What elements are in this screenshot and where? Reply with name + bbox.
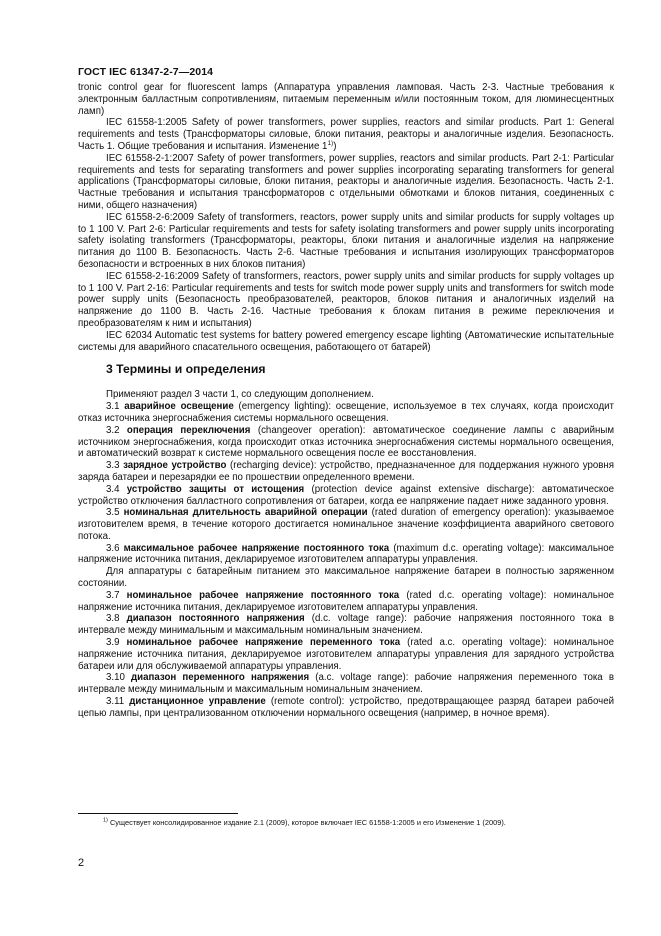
term-number: 3.3 — [106, 460, 124, 472]
term-definition — [78, 637, 614, 672]
term-number: 3.10 — [106, 672, 132, 684]
terms-list — [78, 401, 614, 720]
term-definition — [78, 484, 614, 508]
term-name: номинальное рабочее напряжение постоянного тока — [126, 589, 400, 601]
term-name: максимальное рабочее напряжение постоянного тока — [123, 542, 390, 554]
term-definition — [78, 401, 614, 425]
section-intro: Применяют раздел 3 части 1, со следующим дополнением. — [106, 389, 374, 401]
term-text: (d.c. voltage range): рабочие напряжения постоянного тока в интервале между минимальным и максимальным номинальным значением. — [78, 613, 614, 637]
term-number: 3.7 — [106, 589, 127, 601]
term-number: 3.11 — [106, 696, 130, 708]
term-definition — [78, 425, 614, 460]
term-name: аварийное освещение — [124, 401, 234, 413]
term-name: дистанционное управление — [129, 696, 266, 708]
term-text: Для аппаратуры с батарейным питанием это максимальное напряжение батареи в полностью заряженном состоянии. — [78, 566, 614, 590]
term-definition — [78, 507, 614, 542]
term-number: 3.6 — [106, 542, 124, 554]
term-definition — [78, 613, 614, 637]
term-text: (rated d.c. operating voltage): номинальное напряжение источника питания, декларируемое изготовителем аппаратуры управления. — [78, 589, 614, 613]
reference-continuation: tronic control gear for fluorescent lamps (Аппаратура управления ламповая. Часть 2-3. Частные требования к электронным балластным сопротивлениям, питаемым переменным и/или постоянным током, для люминесцентных ламп) — [78, 82, 614, 117]
footnote-text: Существует консолидированное издание 2.1 (2009), которое включает IEC 61558-1:2005 и его Изменение 1 (2009). — [107, 818, 506, 827]
term-number: 3.9 — [106, 637, 127, 649]
term-text: (maximum d.c. operating voltage): максимальное напряжение источника питания, декларируемое изготовителем аппаратуры управления. — [78, 542, 614, 566]
footnote-mark: 1) — [103, 817, 108, 824]
term-definition — [78, 672, 614, 696]
term-text: (rated duration of emergency operation): указываемое изготовителем время, в течение которого достигается номинальное значение коэффициента аварийного светового потока. — [78, 507, 614, 542]
document-body — [78, 82, 614, 720]
reference-iec-61558-2-1: IEC 61558-2-1:2007 Safety of power transformers, power supplies, reactors and similar products. Part 2-1: Particular requirements and tests for separating transformers and power supplies incorporating separating transformers for general applications (Трансформаторы силовые, блоки питания, реакторы и аналогичные изделия. Безопасность. Часть 2-1. Частные требования и испытания трансформаторов с отдельными обмотками и блоков питания, соединенных с ними, общего назначения) — [78, 152, 614, 211]
term-number: 3.1 — [106, 401, 125, 413]
term-text: (protection device against extensive discharge): автоматическое устройство отключения балластного сопротивления от батареи, когда ее напряжение падает ниже заданного уровня. — [78, 483, 614, 507]
term-name: номинальная длительность аварийной операции — [123, 507, 368, 519]
page-number: 2 — [78, 857, 85, 869]
term-number: 3.4 — [106, 483, 127, 495]
term-text: (emergency lighting): освещение, используемое в тех случаях, когда происходит отказ источника энергоснабжения системы нормального освещения. — [78, 401, 614, 424]
term-text: (a.c. voltage range): рабочие напряжения переменного тока в интервале между минимальным и максимальным номинальным значением. — [78, 672, 614, 696]
term-name: диапазон переменного напряжения — [131, 672, 310, 684]
term-definition — [78, 460, 614, 484]
term-definition — [78, 566, 614, 590]
reference-iec-61558-1: IEC 61558-1:2005 Safety of power transformers, power supplies, reactors and similar products. Part 1: General requirements and tests (Трансформаторы силовые, блоки питания, реакторы и аналогичные изделия. Безопасность. Часть 1. Общие требования и испытания. Изменение 1$^{1)}$) — [78, 117, 614, 152]
term-name: устройство защиты от истощения — [126, 483, 305, 495]
term-definition — [78, 590, 614, 614]
reference-iec-61558-2-6: IEC 61558-2-6:2009 Safety of transformers, reactors, power supply units and similar products for supply voltages up to 1 100 V. Part 2-6: Particular requirements and tests for safety isolating transformers and power supply units incorporating safety isolating transformers (Трансформаторы, реакторы, блоки питания и аналогичные изделия на напряжение питания до 1100 В. Безопасность. Часть 2-6. Частные требования и испытания изолирующих трансформаторов безопасности и встроенных в них блоков питания) — [78, 211, 614, 270]
term-name: зарядное устройство — [123, 460, 227, 472]
term-number: 3.5 — [106, 507, 124, 519]
term-definition — [78, 696, 614, 720]
term-name: номинальное рабочее напряжение переменного тока — [126, 637, 401, 649]
footnote — [103, 818, 623, 827]
term-text: (changeover operation): автоматическое соединение лампы с аварийным источником энергоснабжения, когда происходит отказ источника энергоснабжения системы нормального освещения, и автоматический возврат к системе нормального освещения после ее восстановления. — [78, 424, 614, 460]
term-definition — [78, 543, 614, 567]
term-text: (recharging device): устройство, предназначенное для поддержания нужного уровня заряда батареи и перезарядки ее по прошествии определенного времени. — [78, 460, 614, 483]
reference-iec-61558-2-16: IEC 61558-2-16:2009 Safety of transformers, reactors, power supply units and similar products for supply voltages up to 1 100 V. Part 2-16: Particular requirements and tests for switch mode power supply units and transformers for switch mode power supply units (Безопасность преобразователей, реакторов, блоков питания и аналогичных изделий на напряжение до 1100 В. Часть 2-16. Частные требования к блокам питания в режиме переключения и преобразователям к ним и испытания) — [78, 270, 614, 329]
term-text: (rated a.c. operating voltage): номинальное напряжение источника питания, декларируемое изготовителем аппаратуры управления для зарядного устройства батареи или для обслуживаемой аппаратуры управления. — [78, 637, 614, 672]
term-number: 3.8 — [106, 613, 127, 625]
term-name: операция переключения — [126, 424, 251, 436]
footnote-ref: 1) — [327, 139, 334, 147]
reference-iec-62034: IEC 62034 Automatic test systems for battery powered emergency escape lighting (Автоматические испытательные системы для аварийного спасательного освещения, работающего от батарей) — [78, 329, 614, 353]
term-number: 3.2 — [106, 424, 127, 436]
term-text: (remote control): устройство, предотвращающее разряд батареи рабочей цепью лампы, при централизованном отключении нормального освещения (например, в ночное время). — [78, 696, 614, 719]
section-heading: 3 Термины и определения — [106, 362, 266, 377]
term-name: диапазон постоянного напряжения — [126, 613, 305, 625]
footnote-divider — [78, 813, 238, 814]
document-header: ГОСТ IEC 61347-2-7—2014 — [78, 66, 214, 78]
